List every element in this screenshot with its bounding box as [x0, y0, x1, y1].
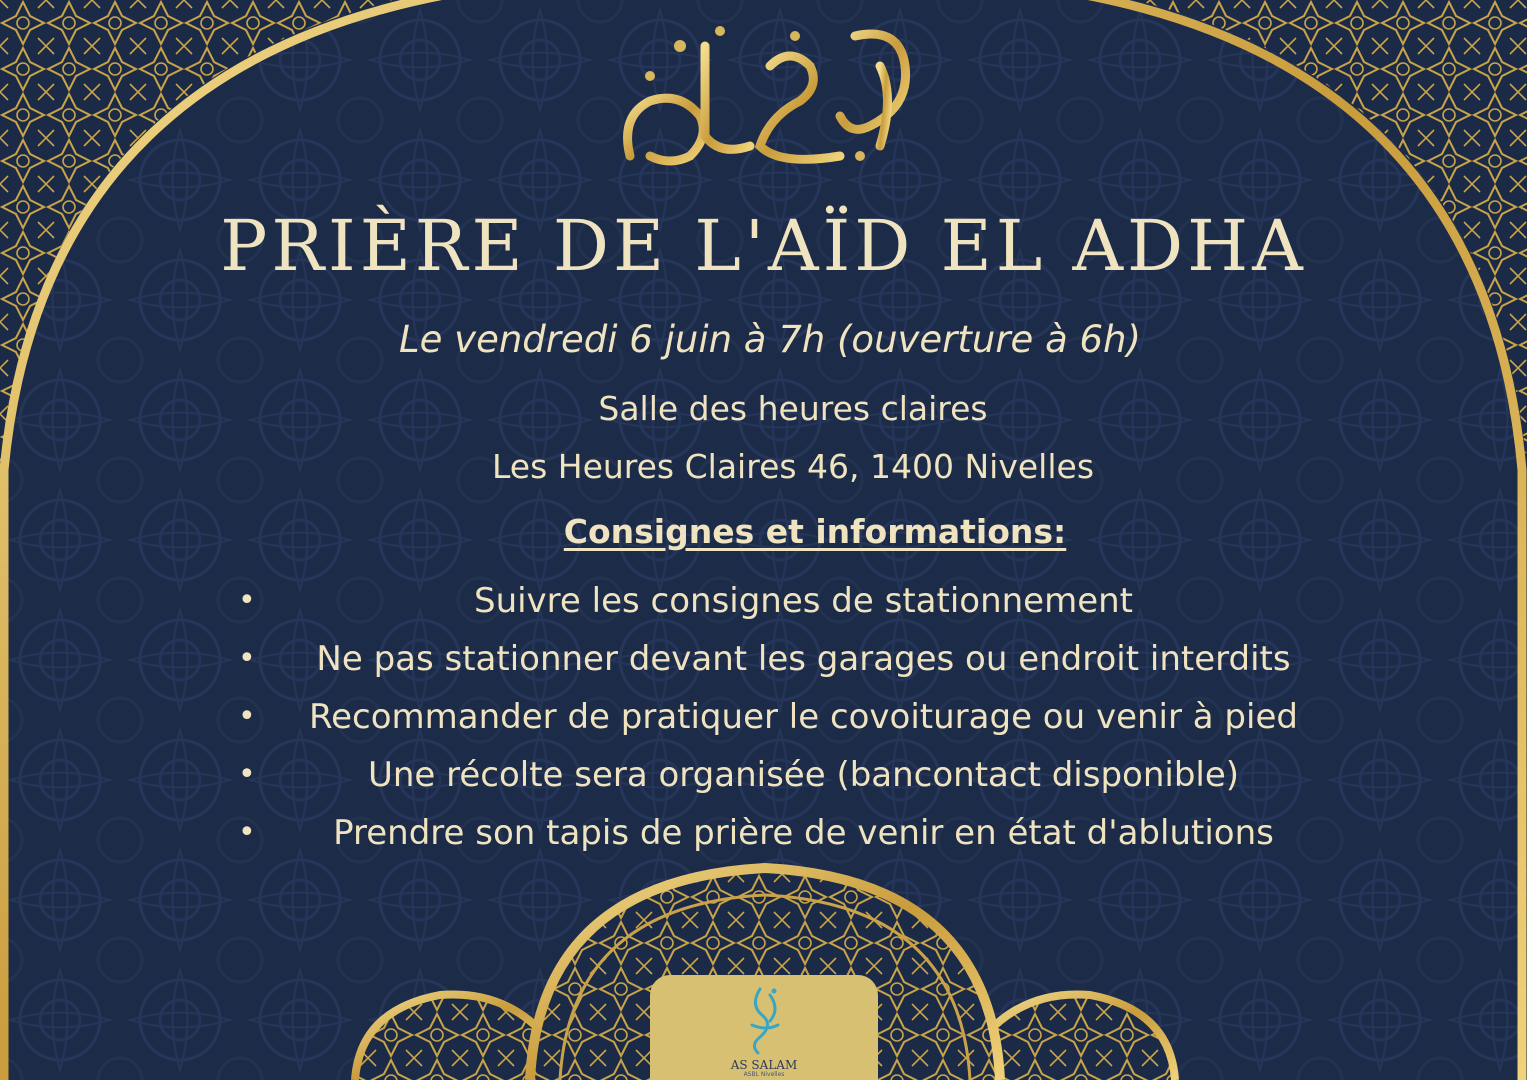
- logo-name: AS SALAM: [730, 1058, 798, 1072]
- info-list: [0, 578, 1527, 868]
- list-item-text: Suivre les consignes de stationnement: [473, 581, 1133, 621]
- venue-address: Les Heures Claires 46, 1400 Nivelles: [491, 447, 1095, 486]
- list-item-text: Recommander de pratiquer le covoiturage ou venir à pied: [309, 697, 1298, 737]
- list-item-text: Prendre son tapis de prière de venir en état d'ablutions: [333, 813, 1274, 853]
- list-item: [0, 578, 1527, 636]
- list-item: [0, 636, 1527, 694]
- logo-subtitle: ASBL Nivelles: [743, 1071, 785, 1078]
- calligraphy-text: عيد مبارك: [762, 174, 768, 175]
- bullet-icon: •: [238, 699, 256, 734]
- bullet-icon: •: [238, 757, 256, 792]
- list-item: [0, 810, 1527, 868]
- bullet-icon: •: [238, 583, 256, 618]
- page-title: PRIÈRE DE L'AÏD EL ADHA: [220, 205, 1307, 287]
- as-salam-logo: [650, 975, 878, 1080]
- list-item-text: Ne pas stationner devant les garages ou endroit interdits: [316, 639, 1291, 679]
- venue-name: Salle des heures claires: [598, 389, 988, 428]
- info-heading: Consignes et informations:: [563, 512, 1067, 551]
- list-item: [0, 752, 1527, 810]
- list-item: [0, 694, 1527, 752]
- date-line: Le vendredi 6 juin à 7h (ouverture à 6h): [399, 318, 1141, 361]
- bullet-icon: •: [238, 815, 256, 850]
- bullet-icon: •: [238, 641, 256, 676]
- eid-mubarak-calligraphy: [610, 6, 920, 176]
- list-item-text: Une récolte sera organisée (bancontact disponible): [367, 755, 1240, 795]
- as-salam-logo-icon: [740, 985, 790, 1057]
